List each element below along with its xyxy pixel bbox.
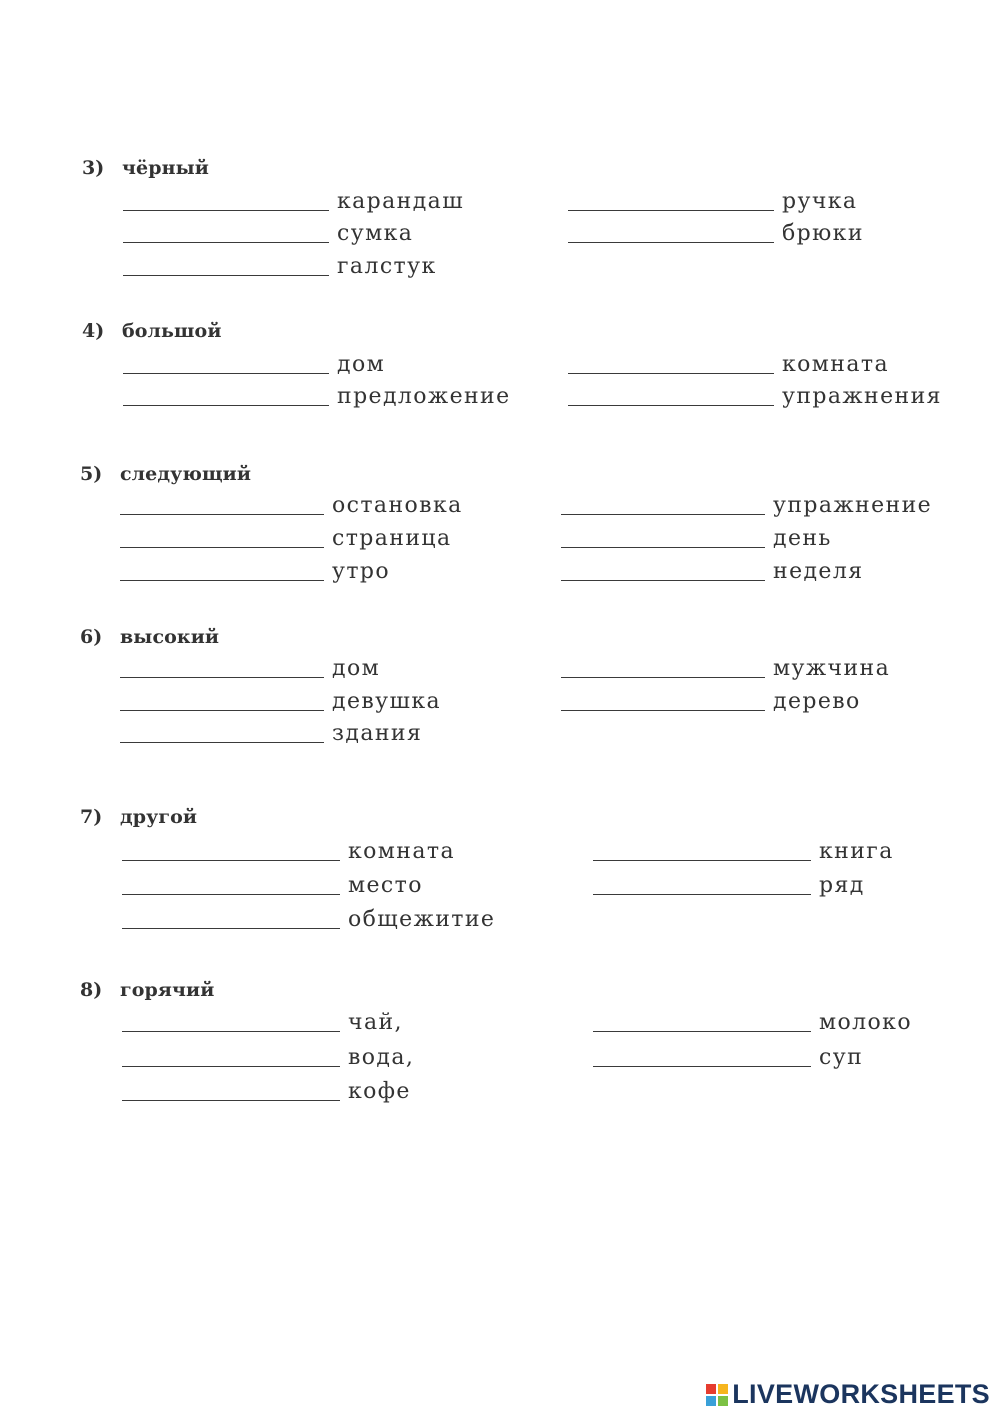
fill-item: [593, 871, 865, 901]
noun-label: комната: [782, 352, 889, 377]
exercise-number: 4): [82, 320, 105, 342]
exercise-heading: [80, 977, 214, 1003]
answer-blank[interactable]: [123, 373, 329, 374]
noun-label: ряд: [819, 873, 865, 898]
fill-item: [561, 491, 932, 521]
answer-blank[interactable]: [120, 547, 324, 548]
answer-blank[interactable]: [122, 1100, 340, 1101]
noun-label: упражнение: [773, 493, 933, 518]
noun-label: девушка: [332, 689, 442, 714]
noun-label: утро: [332, 559, 391, 584]
answer-blank[interactable]: [123, 405, 329, 406]
noun-label: здания: [332, 721, 423, 746]
fill-item: [122, 1008, 403, 1038]
fill-item: [593, 837, 894, 867]
noun-label: день: [773, 526, 832, 551]
answer-blank[interactable]: [120, 710, 324, 711]
noun-label: страница: [332, 526, 452, 551]
fill-item: [123, 382, 511, 412]
noun-label: книга: [819, 839, 894, 864]
noun-label: мужчина: [773, 656, 891, 681]
fill-item: [561, 557, 864, 587]
answer-blank[interactable]: [568, 242, 774, 243]
answer-blank[interactable]: [593, 894, 811, 895]
fill-item: [593, 1043, 863, 1073]
answer-blank[interactable]: [123, 275, 329, 276]
fill-item: [561, 654, 890, 684]
fill-item: [593, 1008, 912, 1038]
noun-label: предложение: [337, 384, 511, 409]
noun-label: чай,: [348, 1010, 403, 1035]
fill-item: [122, 905, 495, 935]
fill-item: [120, 557, 390, 587]
brand-name: LIVEWORKSHEETS: [732, 1379, 990, 1409]
liveworksheets-logo: [706, 1379, 990, 1410]
logo-square-yellow: [718, 1384, 728, 1394]
exercise-number: 7): [80, 806, 103, 828]
exercise-number: 5): [80, 463, 103, 485]
exercise-heading: [82, 318, 222, 344]
fill-item: [123, 219, 413, 249]
fill-item: [122, 871, 423, 901]
exercise-heading: [80, 461, 251, 487]
answer-blank[interactable]: [122, 894, 340, 895]
noun-label: карандаш: [337, 189, 465, 214]
liveworksheets-icon: [706, 1384, 728, 1406]
fill-item: [561, 524, 832, 554]
exercise-adjective: горячий: [120, 979, 215, 1001]
fill-item: [120, 491, 463, 521]
answer-blank[interactable]: [561, 580, 765, 581]
answer-blank[interactable]: [561, 677, 765, 678]
logo-square-blue: [706, 1396, 716, 1406]
noun-label: ручка: [782, 189, 858, 214]
answer-blank[interactable]: [568, 373, 774, 374]
answer-blank[interactable]: [120, 580, 324, 581]
fill-item: [561, 687, 861, 717]
noun-label: дерево: [773, 689, 861, 714]
answer-blank[interactable]: [122, 1066, 340, 1067]
answer-blank[interactable]: [120, 514, 324, 515]
noun-label: сумка: [337, 221, 414, 246]
fill-item: [120, 524, 451, 554]
answer-blank[interactable]: [122, 860, 340, 861]
noun-label: дом: [332, 656, 381, 681]
fill-item: [123, 350, 385, 380]
fill-item: [120, 654, 380, 684]
noun-label: комната: [348, 839, 455, 864]
fill-item: [568, 219, 864, 249]
exercise-number: 8): [80, 979, 103, 1001]
noun-label: галстук: [337, 254, 437, 279]
exercise-number: 6): [80, 626, 103, 648]
noun-label: остановка: [332, 493, 463, 518]
answer-blank[interactable]: [123, 210, 329, 211]
noun-label: место: [348, 873, 423, 898]
answer-blank[interactable]: [120, 742, 324, 743]
fill-item: [123, 187, 464, 217]
exercise-adjective: чёрный: [122, 157, 209, 179]
fill-item: [122, 1043, 414, 1073]
exercise-adjective: большой: [122, 320, 222, 342]
answer-blank[interactable]: [122, 1031, 340, 1032]
fill-item: [568, 382, 942, 412]
answer-blank[interactable]: [122, 928, 340, 929]
fill-item: [123, 252, 437, 282]
logo-square-red: [706, 1384, 716, 1394]
answer-blank[interactable]: [561, 514, 765, 515]
exercise-heading: [80, 804, 197, 830]
exercise-adjective: другой: [120, 806, 198, 828]
answer-blank[interactable]: [123, 242, 329, 243]
fill-item: [120, 687, 441, 717]
exercise-number: 3): [82, 157, 105, 179]
answer-blank[interactable]: [568, 210, 774, 211]
answer-blank[interactable]: [120, 677, 324, 678]
noun-label: общежитие: [348, 907, 496, 932]
noun-label: неделя: [773, 559, 864, 584]
noun-label: упражнения: [782, 384, 942, 409]
noun-label: кофе: [348, 1079, 411, 1104]
fill-item: [122, 837, 455, 867]
noun-label: дом: [337, 352, 386, 377]
exercise-adjective: следующий: [120, 463, 252, 485]
fill-item: [120, 719, 422, 749]
noun-label: вода,: [348, 1045, 415, 1070]
answer-blank[interactable]: [593, 1066, 811, 1067]
answer-blank[interactable]: [568, 405, 774, 406]
exercise-heading: [80, 624, 219, 650]
exercise-heading: [82, 155, 209, 181]
fill-item: [122, 1077, 411, 1107]
fill-item: [568, 187, 857, 217]
noun-label: брюки: [782, 221, 864, 246]
noun-label: молоко: [819, 1010, 912, 1035]
exercise-adjective: высокий: [120, 626, 220, 648]
answer-blank[interactable]: [561, 710, 765, 711]
fill-item: [568, 350, 889, 380]
answer-blank[interactable]: [593, 860, 811, 861]
noun-label: суп: [819, 1045, 864, 1070]
answer-blank[interactable]: [561, 547, 765, 548]
answer-blank[interactable]: [593, 1031, 811, 1032]
logo-square-green: [718, 1396, 728, 1406]
